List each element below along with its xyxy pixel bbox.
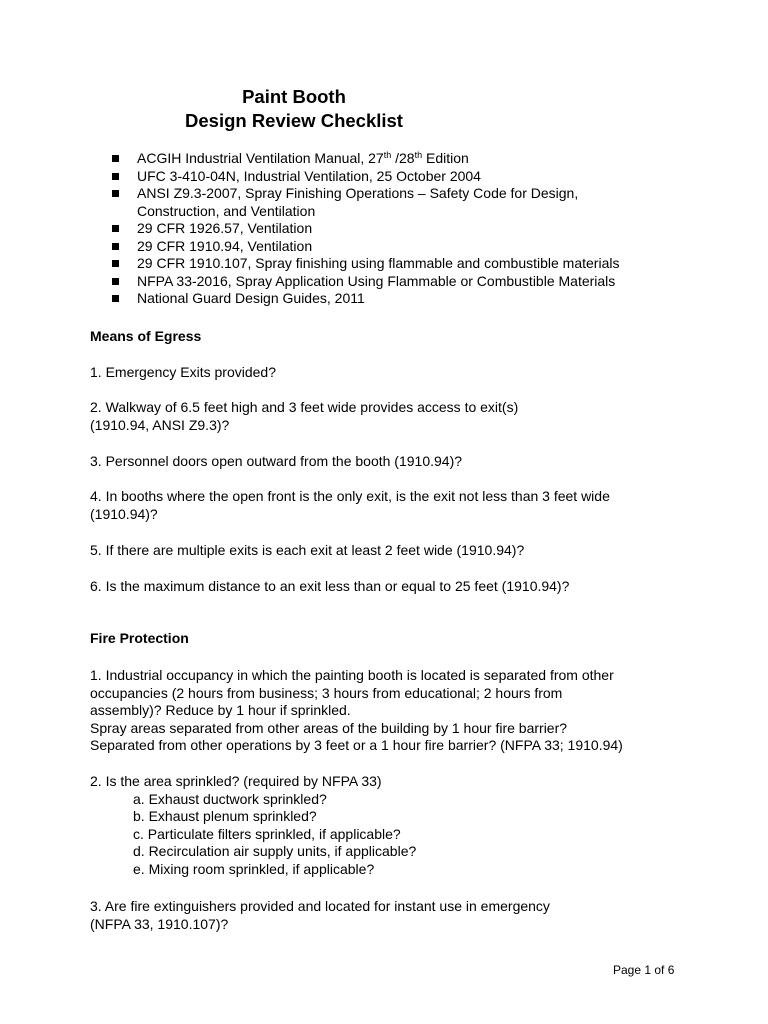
egress-item-1: 1. Emergency Exits provided? (90, 364, 276, 380)
egress-item-6: 6. Is the maximum distance to an exit less than or equal to 25 feet (1910.94)? (90, 578, 570, 594)
fire-item-3: 3. Are fire extinguishers provided and located for instant use in emergency (NFPA 33, 1910.107)? (90, 898, 550, 932)
reference-item: 29 CFR 1910.94, Ventilation (110, 238, 710, 256)
reference-item: National Guard Design Guides, 2011 (110, 290, 710, 308)
egress-item-3: 3. Personnel doors open outward from the booth (1910.94)? (90, 453, 463, 469)
page-number: Page 1 of 6 (613, 963, 675, 977)
list-item: c. Particulate filters sprinkled, if applicable? (133, 825, 401, 842)
list-item: b. Exhaust plenum sprinkled? (133, 808, 317, 824)
sprinkler-sublist (90, 791, 690, 879)
reference-item: ANSI Z9.3-2007, Spray Finishing Operations – Safety Code for Design, Construction, and Ventilation (110, 185, 710, 220)
egress-item-4: 4. In booths where the open front is the only exit, is the exit not less than 3 feet wide (1910.94)? (90, 488, 610, 522)
square-bullet-icon (112, 225, 119, 232)
fire-item-1: 1. Industrial occupancy in which the painting booth is located is separated from other occupancies (2 hours from business; 3 hours from educational; 2 hours from assembly)? Reduce by 1 hour if sprinkled. Spray areas separated from other areas of the building by 1 hour fire barrier? Separated from other operations by 3 feet or a 1 hour fire barrier? (NFPA 33; 1910.94) (90, 667, 623, 753)
document-title-line1: Paint Booth (242, 86, 346, 107)
fire-item-2: 2. Is the area sprinkled? (required by NFPA 33) a. Exhaust ductwork sprinkled? b. Exhaust plenum sprinkled? c. Particulate filters sprinkled, if applicable? d. Recirculation air supply units, if applicable? e. Mixing room sprinkled, if applicable? (90, 773, 690, 878)
square-bullet-icon (112, 278, 119, 285)
document-title-line2: Design Review Checklist (185, 110, 403, 131)
references-list (110, 150, 710, 308)
egress-item-2: 2. Walkway of 6.5 feet high and 3 feet wide provides access to exit(s) (1910.94, ANSI Z9.3)? (90, 399, 519, 433)
reference-item: ACGIH Industrial Ventilation Manual, 27th /28th Edition (110, 150, 710, 168)
reference-item: 29 CFR 1926.57, Ventilation (110, 220, 710, 238)
square-bullet-icon (112, 155, 119, 162)
reference-item: 29 CFR 1910.107, Spray finishing using flammable and combustible materials (110, 255, 710, 273)
reference-item: UFC 3-410-04N, Industrial Ventilation, 25 October 2004 (110, 168, 710, 186)
square-bullet-icon (112, 190, 119, 197)
egress-item-5: 5. If there are multiple exits is each exit at least 2 feet wide (1910.94)? (90, 542, 525, 558)
egress-heading: Means of Egress (90, 328, 202, 344)
list-item: a. Exhaust ductwork sprinkled? (133, 790, 327, 807)
fire-heading: Fire Protection (90, 630, 189, 646)
square-bullet-icon (112, 260, 119, 267)
square-bullet-icon (112, 173, 119, 180)
reference-item: NFPA 33-2016, Spray Application Using Flammable or Combustible Materials (110, 273, 710, 291)
square-bullet-icon (112, 295, 119, 302)
square-bullet-icon (112, 243, 119, 250)
list-item: e. Mixing room sprinkled, if applicable? (133, 860, 375, 877)
list-item: d. Recirculation air supply units, if applicable? (133, 843, 417, 859)
